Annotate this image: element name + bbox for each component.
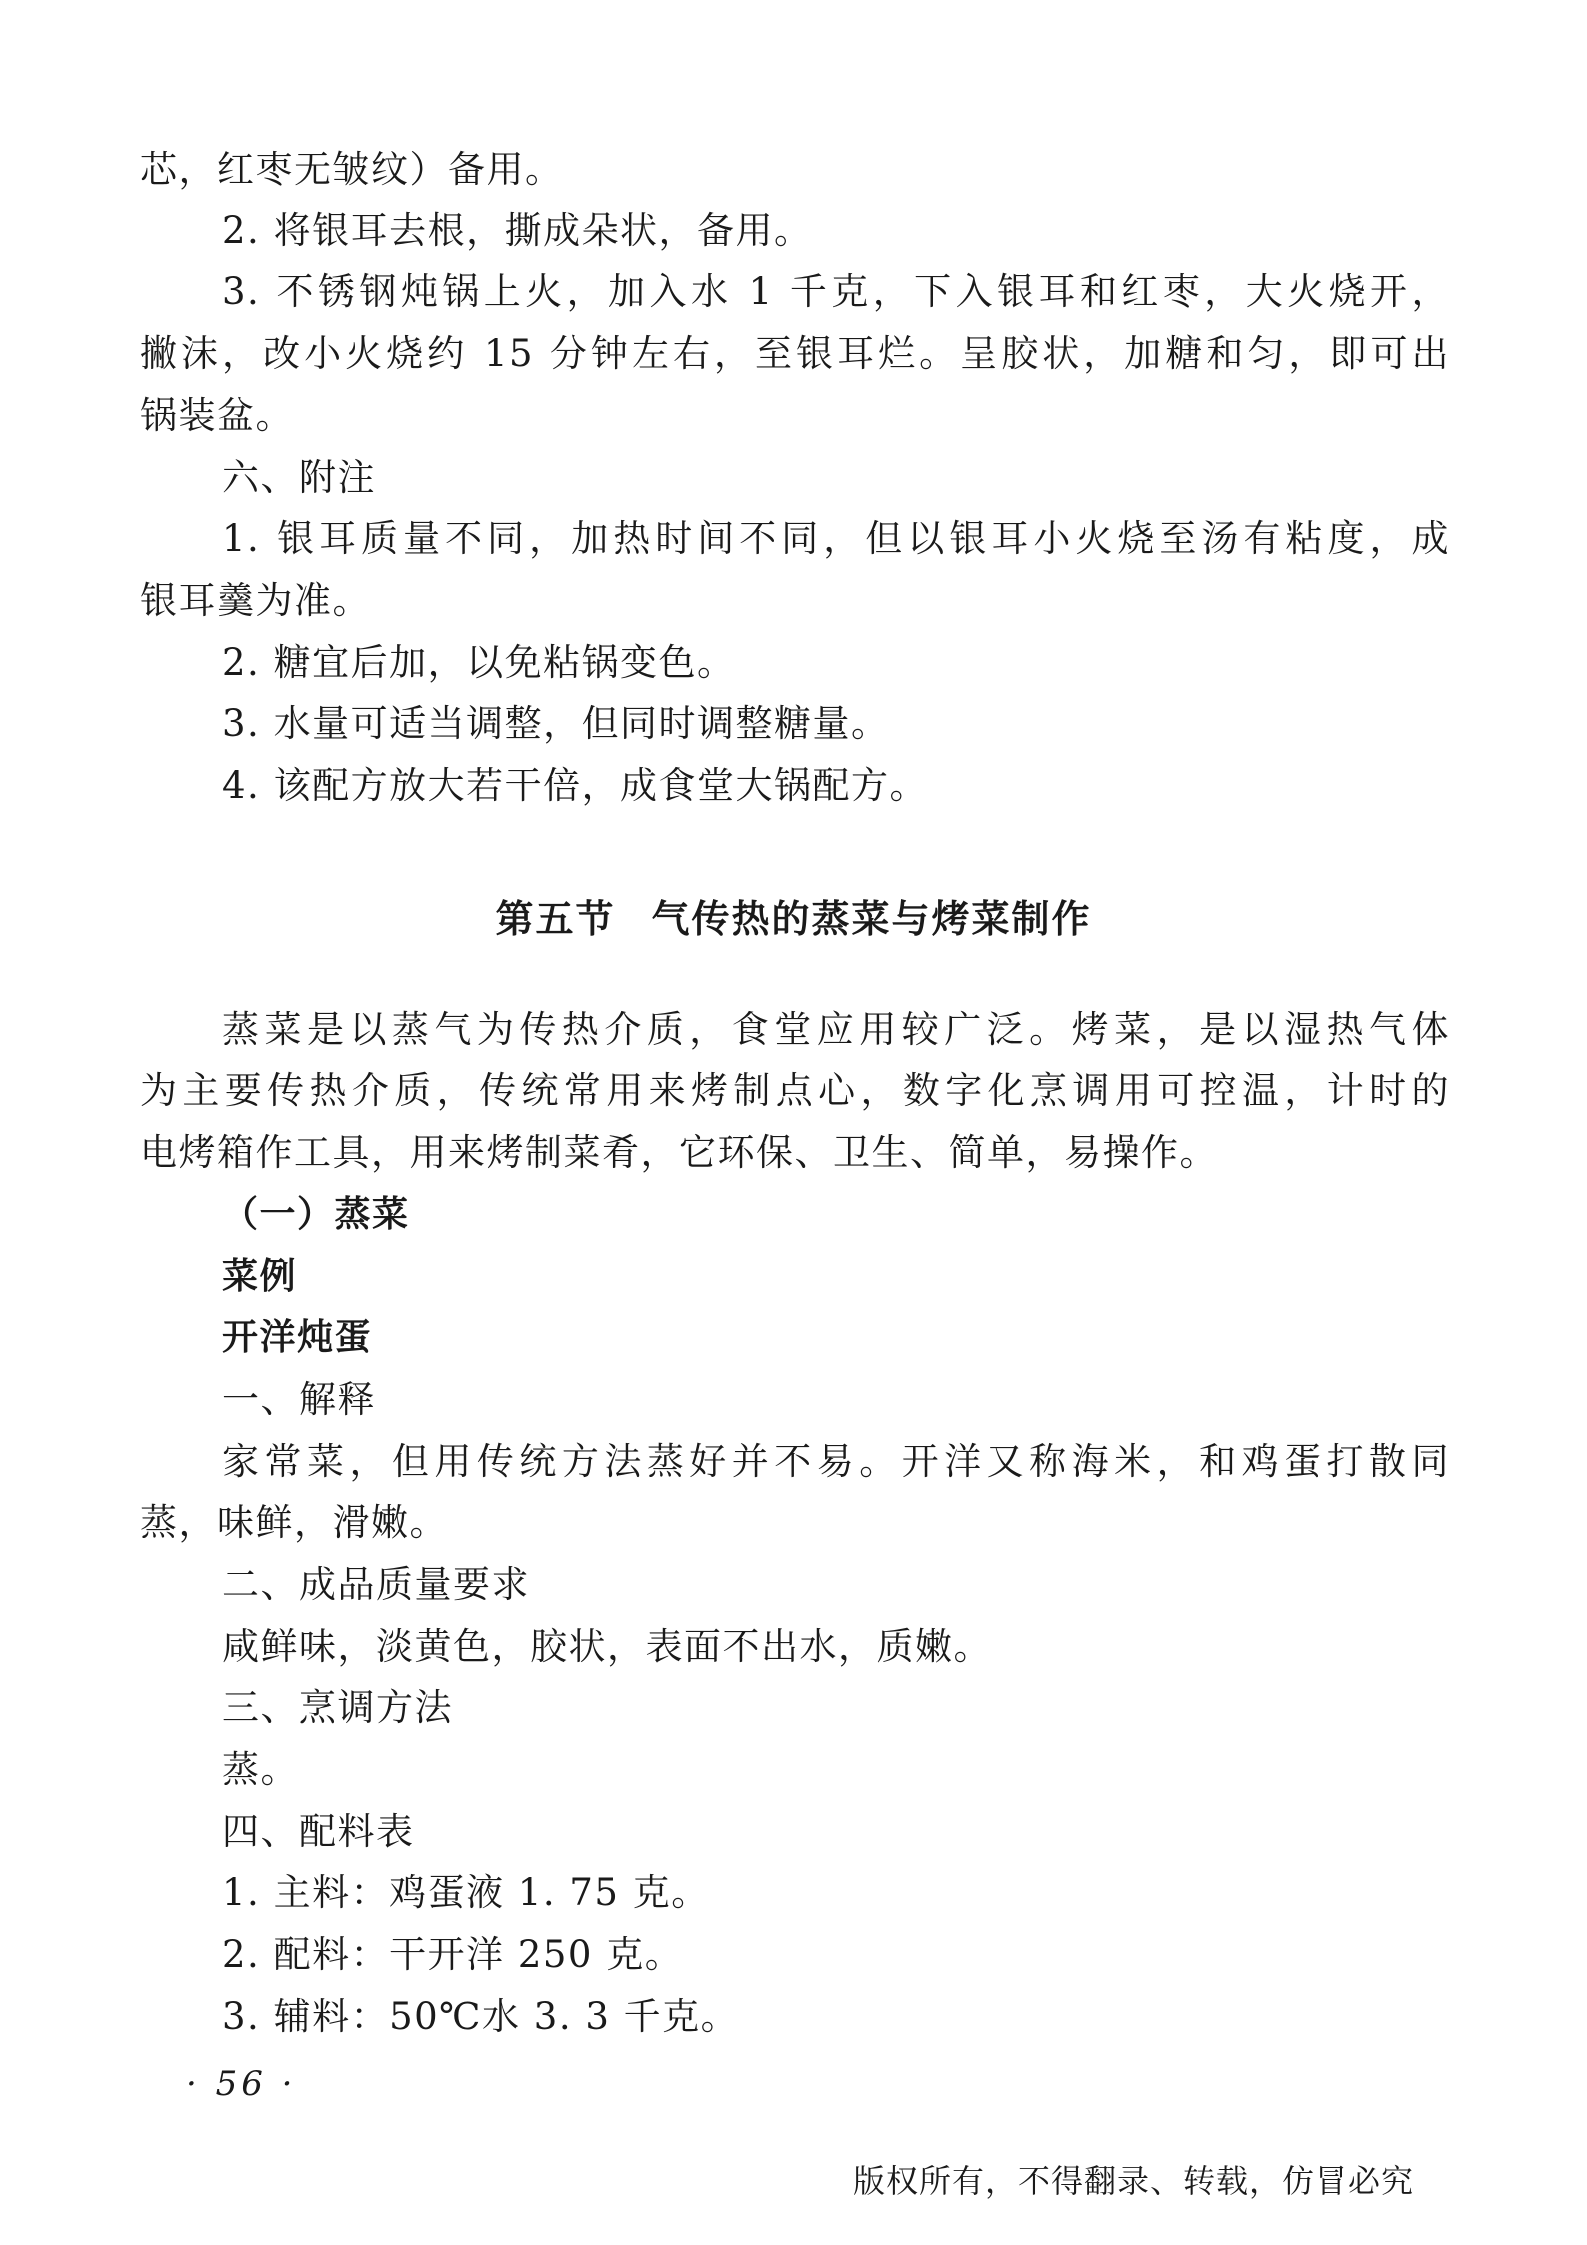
text-line: 1. 主料：鸡蛋液 1. 75 克。 xyxy=(222,1871,710,1914)
text-line: 蒸菜是以蒸气为传热介质，食堂应用较广泛。烤菜，是以湿热气体 xyxy=(222,1008,1450,1051)
text-line: 二、成品质量要求 xyxy=(222,1563,530,1606)
text-line: 四、配料表 xyxy=(222,1810,415,1853)
text-line: 2. 配料：干开洋 250 克。 xyxy=(222,1933,684,1976)
category-heading: （一）蒸菜 xyxy=(222,1194,410,1235)
text-line: 芯，红枣无皱纹）备用。 xyxy=(140,148,564,191)
text-line: 2. 糖宜后加，以免粘锅变色。 xyxy=(222,641,736,684)
text-line: 1. 银耳质量不同，加热时间不同，但以银耳小火烧至汤有粘度，成 xyxy=(222,517,1450,560)
text-line: 六、附注 xyxy=(222,456,376,499)
text-line: 3. 不锈钢炖锅上火，加入水 1 千克，下入银耳和红枣，大火烧开， xyxy=(222,270,1450,313)
copyright-notice: 版权所有，不得翻录、转载，仿冒必究 xyxy=(853,2162,1415,2200)
text-line: 银耳羹为准。 xyxy=(140,579,371,622)
text-line: 蒸。 xyxy=(222,1748,299,1791)
text-line: 锅装盆。 xyxy=(140,394,294,437)
text-line: 三、烹调方法 xyxy=(222,1686,453,1729)
section-title: 气传热的蒸菜与烤菜制作 xyxy=(651,896,1092,941)
text-line: 电烤箱作工具，用来烤制菜肴，它环保、卫生、简单，易操作。 xyxy=(140,1131,1218,1174)
section-number: 第五节 xyxy=(495,896,616,941)
section-heading xyxy=(0,888,1587,943)
text-line: 一、解释 xyxy=(222,1378,376,1421)
text-line: 2. 将银耳去根，撕成朵状，备用。 xyxy=(222,209,813,252)
text-line: 家常菜，但用传统方法蒸好并不易。开洋又称海米，和鸡蛋打散同 xyxy=(222,1440,1450,1483)
text-line: 3. 水量可适当调整，但同时调整糖量。 xyxy=(222,702,890,745)
text-line: 为主要传热介质，传统常用来烤制点心，数字化烹调用可控温，计时的 xyxy=(140,1069,1450,1112)
example-heading: 菜例 xyxy=(222,1256,298,1297)
text-line: 3. 辅料：50℃水 3. 3 千克。 xyxy=(222,1995,740,2038)
text-line: 撇沫，改小火烧约 15 分钟左右，至银耳烂。呈胶状，加糖和匀，即可出 xyxy=(140,332,1450,375)
dish-heading: 开洋炖蛋 xyxy=(222,1317,373,1358)
page-number: · 56 · xyxy=(186,2064,297,2104)
text-line: 咸鲜味，淡黄色，胶状，表面不出水，质嫩。 xyxy=(222,1625,992,1668)
text-line: 蒸，味鲜，滑嫩。 xyxy=(140,1501,448,1544)
text-line: 4. 该配方放大若干倍，成食堂大锅配方。 xyxy=(222,764,929,807)
